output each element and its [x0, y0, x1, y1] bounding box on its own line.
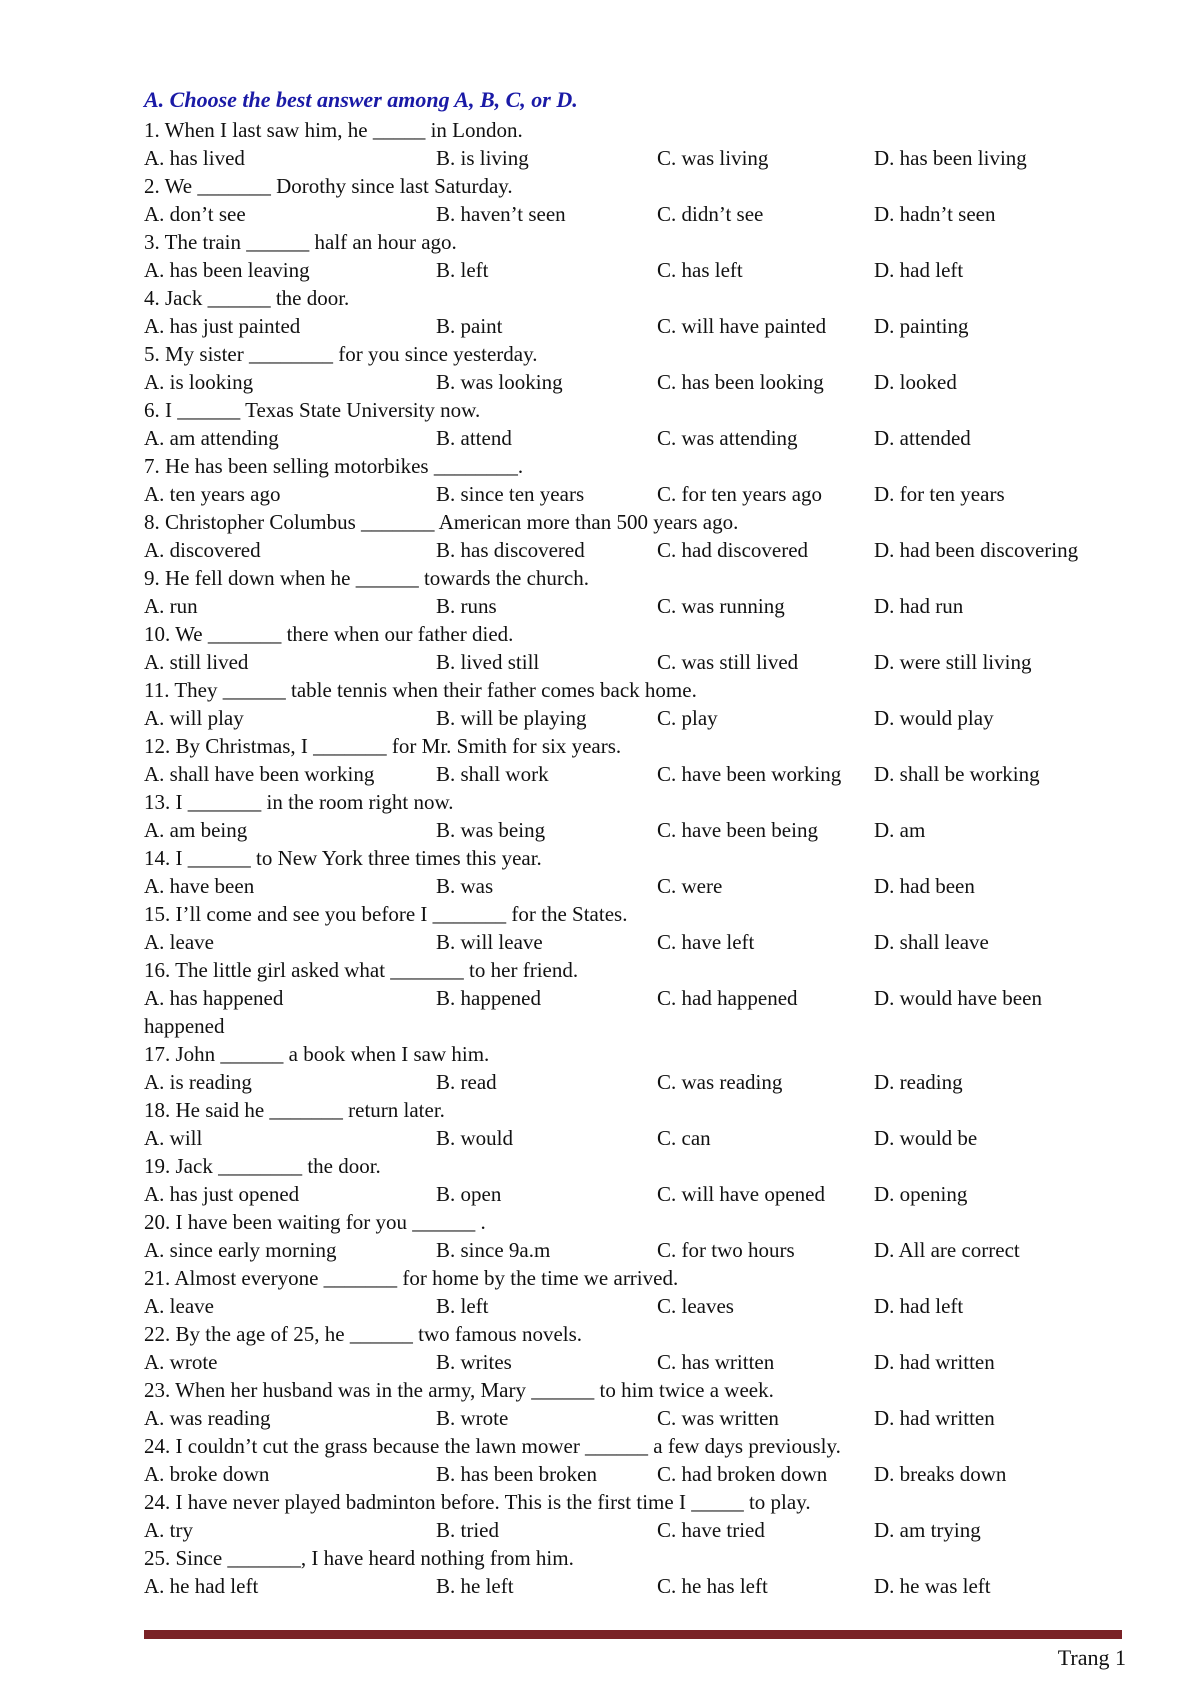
option-d: D. were still living [874, 650, 1032, 674]
answer-options [144, 256, 1134, 284]
option-b: B. would [436, 1126, 514, 1150]
option-b: B. left [436, 1294, 489, 1318]
question-item [144, 1432, 1134, 1488]
answer-options [144, 1292, 1134, 1320]
question-item [144, 676, 1134, 732]
option-d: D. am [874, 818, 926, 842]
answer-options [144, 592, 1134, 620]
question-stem: 23. When her husband was in the army, Mary ______ to him twice a week. [144, 1378, 774, 1402]
question-list [144, 116, 1134, 1600]
option-c: C. have left [657, 930, 755, 954]
option-c: C. were [657, 874, 723, 898]
option-b: B. was looking [436, 370, 563, 394]
answer-options [144, 480, 1134, 508]
option-a: A. was reading [144, 1406, 271, 1430]
answer-options [144, 368, 1134, 396]
option-b: B. will leave [436, 930, 543, 954]
answer-options [144, 1180, 1134, 1208]
question-stem: 19. Jack ________ the door. [144, 1154, 381, 1178]
question-item [144, 1152, 1134, 1208]
option-d: D. had written [874, 1406, 995, 1430]
answer-options [144, 1124, 1134, 1152]
answer-options [144, 1404, 1134, 1432]
question-stem: 2. We _______ Dorothy since last Saturday. [144, 174, 513, 198]
option-d: D. would have been [874, 986, 1042, 1010]
option-d: D. painting [874, 314, 969, 338]
question-stem: 14. I ______ to New York three times this year. [144, 846, 542, 870]
option-d: D. would be [874, 1126, 978, 1150]
option-b: B. haven’t seen [436, 202, 566, 226]
option-d: D. had left [874, 258, 964, 282]
option-a: A. broke down [144, 1462, 270, 1486]
option-c: C. leaves [657, 1294, 734, 1318]
option-d: D. had run [874, 594, 964, 618]
option-c: C. had happened [657, 986, 798, 1010]
question-stem: 25. Since _______, I have heard nothing from him. [144, 1546, 574, 1570]
option-c: C. was living [657, 146, 769, 170]
option-a: A. has been leaving [144, 258, 310, 282]
option-d: D. would play [874, 706, 994, 730]
option-a: A. is reading [144, 1070, 252, 1094]
question-item [144, 284, 1134, 340]
option-d: D. he was left [874, 1574, 991, 1598]
option-d: D. opening [874, 1182, 968, 1206]
option-d: D. shall be working [874, 762, 1040, 786]
option-a: A. has happened [144, 986, 284, 1010]
option-c: C. was running [657, 594, 785, 618]
answer-options [144, 1236, 1134, 1264]
question-item [144, 732, 1134, 788]
option-b: B. tried [436, 1518, 499, 1542]
option-d: D. had been discovering [874, 538, 1079, 562]
option-b: B. has discovered [436, 538, 585, 562]
option-d: D. am trying [874, 1518, 981, 1542]
option-b: B. attend [436, 426, 512, 450]
question-stem: 20. I have been waiting for you ______ . [144, 1210, 486, 1234]
question-item [144, 1264, 1134, 1320]
answer-options [144, 1572, 1134, 1600]
option-a: A. he had left [144, 1574, 259, 1598]
option-c: C. have tried [657, 1518, 765, 1542]
option-c: C. have been working [657, 762, 842, 786]
option-b: B. open [436, 1182, 502, 1206]
question-item [144, 1320, 1134, 1376]
question-item [144, 956, 1134, 1040]
option-d: D. had left [874, 1294, 964, 1318]
option-b: B. he left [436, 1574, 514, 1598]
question-stem: 24. I have never played badminton before. This is the first time I _____ to play. [144, 1490, 811, 1514]
question-item [144, 116, 1134, 172]
question-item [144, 172, 1134, 228]
option-a: A. am being [144, 818, 248, 842]
question-item [144, 1376, 1134, 1432]
question-item [144, 396, 1134, 452]
question-stem: 8. Christopher Columbus _______ American more than 500 years ago. [144, 510, 739, 534]
option-a: A. will [144, 1126, 203, 1150]
option-b: B. runs [436, 594, 497, 618]
question-stem: 1. When I last saw him, he _____ in London. [144, 118, 523, 142]
option-a: A. is looking [144, 370, 254, 394]
option-d: D. looked [874, 370, 957, 394]
answer-options [144, 648, 1134, 676]
question-stem: 13. I _______ in the room right now. [144, 790, 454, 814]
option-a: A. don’t see [144, 202, 246, 226]
option-a: A. wrote [144, 1350, 218, 1374]
answer-options [144, 200, 1134, 228]
option-b: B. happened [436, 986, 541, 1010]
option-c: C. for two hours [657, 1238, 795, 1262]
question-stem: 10. We _______ there when our father died. [144, 622, 514, 646]
option-a: A. have been [144, 874, 255, 898]
question-stem: 11. They ______ table tennis when their father comes back home. [144, 678, 697, 702]
answer-options [144, 816, 1134, 844]
option-b: B. shall work [436, 762, 549, 786]
option-d: D. All are correct [874, 1238, 1020, 1262]
answer-options [144, 984, 1134, 1012]
answer-options [144, 872, 1134, 900]
option-c: C. had discovered [657, 538, 809, 562]
question-stem: 24. I couldn’t cut the grass because the lawn mower ______ a few days previously. [144, 1434, 841, 1458]
option-b: B. will be playing [436, 706, 587, 730]
option-b: B. is living [436, 146, 529, 170]
option-b: B. left [436, 258, 489, 282]
option-b: B. wrote [436, 1406, 509, 1430]
option-c: C. has been looking [657, 370, 824, 394]
answer-options [144, 1460, 1134, 1488]
question-item [144, 900, 1134, 956]
option-c: C. was written [657, 1406, 779, 1430]
question-stem: 12. By Christmas, I _______ for Mr. Smith for six years. [144, 734, 622, 758]
option-c: C. has written [657, 1350, 775, 1374]
answer-options [144, 1516, 1134, 1544]
option-d: D. hadn’t seen [874, 202, 996, 226]
option-a: A. am attending [144, 426, 279, 450]
option-c: C. have been being [657, 818, 818, 842]
option-c: C. was attending [657, 426, 798, 450]
option-d: D. had been [874, 874, 975, 898]
option-d: D. reading [874, 1070, 963, 1094]
question-item [144, 340, 1134, 396]
question-stem: 9. He fell down when he ______ towards the church. [144, 566, 589, 590]
option-b: B. was [436, 874, 494, 898]
option-a: A. discovered [144, 538, 261, 562]
question-stem: 6. I ______ Texas State University now. [144, 398, 481, 422]
question-item [144, 1488, 1134, 1544]
section-heading: A. Choose the best answer among A, B, C, or D. [144, 87, 578, 112]
question-item [144, 788, 1134, 844]
question-stem: 5. My sister ________ for you since yesterday. [144, 342, 538, 366]
option-d: D. had written [874, 1350, 995, 1374]
option-a: A. since early morning [144, 1238, 337, 1262]
question-item [144, 1040, 1134, 1096]
answer-options [144, 424, 1134, 452]
option-a: A. will play [144, 706, 244, 730]
question-item [144, 452, 1134, 508]
option-d-continuation: happened [144, 1014, 225, 1038]
question-stem: 15. I’ll come and see you before I _______ for the States. [144, 902, 628, 926]
question-item [144, 620, 1134, 676]
option-d: D. shall leave [874, 930, 989, 954]
option-a: A. leave [144, 930, 214, 954]
option-c: C. he has left [657, 1574, 768, 1598]
option-a: A. has lived [144, 146, 245, 170]
option-a: A. has just painted [144, 314, 301, 338]
question-stem: 7. He has been selling motorbikes ________. [144, 454, 524, 478]
answer-options [144, 536, 1134, 564]
option-b: B. since 9a.m [436, 1238, 551, 1262]
option-d: D. breaks down [874, 1462, 1007, 1486]
option-d: D. attended [874, 426, 971, 450]
answer-options [144, 760, 1134, 788]
question-item [144, 228, 1134, 284]
option-c: C. was reading [657, 1070, 783, 1094]
option-d: D. for ten years [874, 482, 1005, 506]
question-item [144, 564, 1134, 620]
question-stem: 18. He said he _______ return later. [144, 1098, 445, 1122]
page-number: Trang 1 [1057, 1645, 1126, 1670]
answer-options [144, 1068, 1134, 1096]
answer-options [144, 1348, 1134, 1376]
question-stem: 21. Almost everyone _______ for home by the time we arrived. [144, 1266, 679, 1290]
option-b: B. paint [436, 314, 503, 338]
question-item [144, 844, 1134, 900]
option-a: A. try [144, 1518, 193, 1542]
footer-rule [144, 1630, 1122, 1639]
option-c: C. play [657, 706, 718, 730]
question-item [144, 1096, 1134, 1152]
question-item [144, 1208, 1134, 1264]
option-c: C. will have painted [657, 314, 827, 338]
option-b: B. writes [436, 1350, 512, 1374]
option-b: B. was being [436, 818, 546, 842]
option-c: C. has left [657, 258, 743, 282]
option-c: C. will have opened [657, 1182, 825, 1206]
option-a: A. shall have been working [144, 762, 375, 786]
question-item [144, 1544, 1134, 1600]
option-c: C. was still lived [657, 650, 799, 674]
question-stem: 17. John ______ a book when I saw him. [144, 1042, 490, 1066]
answer-options [144, 312, 1134, 340]
option-a: A. has just opened [144, 1182, 300, 1206]
option-a: A. run [144, 594, 198, 618]
answer-options [144, 144, 1134, 172]
question-stem: 16. The little girl asked what _______ to her friend. [144, 958, 579, 982]
option-c: C. for ten years ago [657, 482, 823, 506]
question-item [144, 508, 1134, 564]
option-c: C. can [657, 1126, 711, 1150]
option-c: C. had broken down [657, 1462, 828, 1486]
answer-options [144, 928, 1134, 956]
option-b: B. since ten years [436, 482, 585, 506]
option-b: B. read [436, 1070, 497, 1094]
question-stem: 22. By the age of 25, he ______ two famous novels. [144, 1322, 583, 1346]
question-stem: 4. Jack ______ the door. [144, 286, 350, 310]
option-d: D. has been living [874, 146, 1027, 170]
option-c: C. didn’t see [657, 202, 764, 226]
question-stem: 3. The train ______ half an hour ago. [144, 230, 457, 254]
answer-options [144, 704, 1134, 732]
option-b: B. lived still [436, 650, 540, 674]
option-a: A. ten years ago [144, 482, 281, 506]
option-a: A. still lived [144, 650, 249, 674]
option-b: B. has been broken [436, 1462, 597, 1486]
option-a: A. leave [144, 1294, 214, 1318]
